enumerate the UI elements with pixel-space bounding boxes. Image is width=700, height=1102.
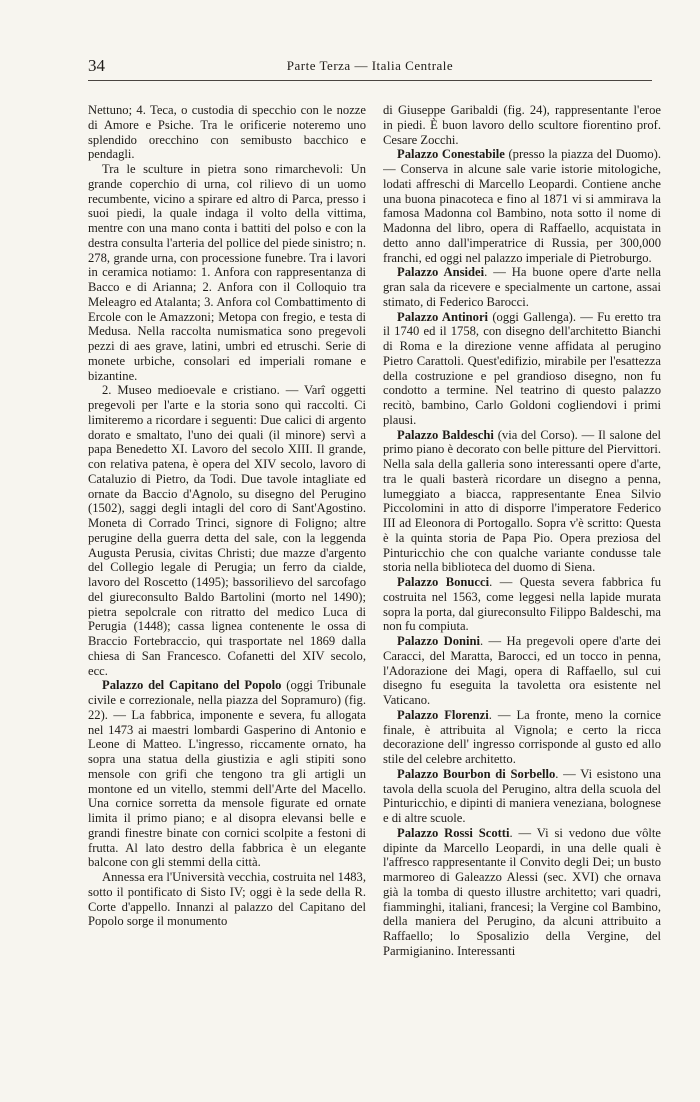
- left-column: [88, 103, 366, 1068]
- section-heading: Palazzo Florenzi: [397, 707, 489, 722]
- section-heading: Palazzo Baldeschi: [397, 427, 494, 442]
- paragraph: Palazzo Ansidei. — Ha buone opere d'arte nella gran sala da ricevere e specialmente un cartone, assai stimato, di Federico Barocci.: [383, 265, 661, 309]
- paragraph: Palazzo Donini. — Ha pregevoli opere d'arte dei Caracci, del Maratta, Barocci, ed un tocco in penna, l'Adorazione dei Magi, opera di Raffaello, sul cui disegno fu eseguita la tavoletta ora esistente nel Vaticano.: [383, 634, 661, 707]
- paragraph: Tra le sculture in pietra sono rimarchevoli: Un grande coperchio di urna, col rilievo di un uomo recumbente, vicino a spirare ed altro di Parca, presso i suoi piedi, la quale indaga il volto della vittima, mentre con una mano conta i battiti del polso e con la destra consulta l'arteria del pollice del piede sinistro; n. 278, grande urna, con processione funebre. Tra i lavori in ceramica notiamo: 1. Anfora con rappresentanza di Bacco e di Arianna; 2. Anfora con il Colloquio tra Meleagro ed Atalanta; 3. Anfora col Combattimento di Ercole con le Amazzoni; Metopa con fregio, e testa di Medusa. Nella raccolta numismatica sono pregevoli pezzi di aes grave, latini, umbri ed etruschi. Serie di monete urbiche, consolari ed imperiali romane e bizantine.: [88, 162, 366, 383]
- paragraph: Palazzo del Capitano del Popolo (oggi Tribunale civile e correzionale, nella piazza del Sopramuro) (fig. 22). — La fabbrica, imponente e severa, fu allogata nel 1473 ai maestri lombardi Gasperino di Antonio e Leone di Matteo. L'ingresso, riccamente ornato, ha sopra una statua della giustizia e agli stipiti sono mensole con grifi che tengono tra gli artigli un montone ed un vitello, stemmi dell'Arte del Macello. Una cornice sorretta da mensole figurate ed ornate limita il primo piano; e al disopra elevansi belle e grandi finestre binate con cornici scolpite a festoni di frutta. Al lato destro della fabbrica è un elegante balcone con gli stemmi della città.: [88, 678, 366, 870]
- paragraph: Palazzo Conestabile (presso la piazza del Duomo). — Conserva in alcune sale varie istorie mitologiche, lodati affreschi di Marcello Leopardi. Contiene anche una buona pinacoteca e fino al 1871 vi si ammirava la famosa Madonna col Bambino, nota sotto il nome di Madonna del libro, opera di Raffaello, acquistata in detto anno dall'imperatrice di Russia, per 300,000 franchi, ed oggi nel palazzo imperiale di Pietroburgo.: [383, 147, 661, 265]
- right-column: [383, 103, 661, 1068]
- paragraph: Palazzo Antinori (oggi Gallenga). — Fu eretto tra il 1740 ed il 1758, con disegno dell'architetto Bianchi di Roma e la direzione venne affidata al perugino Pietro Carattoli. Quest'edifizio, mirabile per l'esattezza della costruzione e pel grandioso disegno, non fu condotto a termine. Nel teatrino di questo palazzo recitò, bambino, Carlo Goldoni cogliendovi i primi plausi.: [383, 309, 661, 427]
- paragraph: 2. Museo medioevale e cristiano. — Varî oggetti pregevoli per l'arte e la storia sono quì raccolti. Ci limiteremo a ricordare i seguenti: Due calici di argento dorato e smaltato, l'uno dei quali (il minore) servì a papa Benedetto XI. Lavoro del secolo XIII. Il grande, con relativa patena, è opera del XIV secolo, lavoro di Cataluzio di Pietro, da Todi. Due tavole intagliate ed ornate da Baccio d'Agnolo, su disegno del Perugino (1502), saggi degli intagli del coro di Sant'Agostino. Moneta di Corrado Trinci, signore di Foligno; altre perugine della guerra detta del sale, con la leggenda Augusta Perusia, civitas Christi; due mazze d'argento del Collegio legale di Perugia; un ferro da cialde, lavoro del Roscetto (1495); bassorilievo del sarcofago del giureconsulto Baldo Bartolini (morto nel 1490); pietra sepolcrale con ritratto del medico Luca di Perugia (1448); cassa lignea contenente le ossa di Braccio Fortebraccio, qui trasportate nel 1869 dalla chiesa di San Francesco. Cofanetti del XIV secolo, ecc.: [88, 383, 366, 678]
- paragraph: Palazzo Bourbon di Sorbello. — Vi esistono una tavola della scuola del Perugino, altra della scuola del Pinturicchio, e dipinti di maniera veneziana, bolognese e di altre scuole.: [383, 766, 661, 825]
- paragraph: Annessa era l'Università vecchia, costruita nel 1483, sotto il pontificato di Sisto IV; oggi è la sede della R. Corte d'appello. Innanzi al palazzo del Capitano del Popolo sorge il monumento: [88, 870, 366, 929]
- section-heading: Palazzo Bourbon di Sorbello: [397, 766, 556, 781]
- section-heading: Palazzo Rossi Scotti: [397, 825, 510, 840]
- section-heading: Palazzo Ansidei: [397, 265, 485, 280]
- paragraph: di Giuseppe Garibaldi (fig. 24), rappresentante l'eroe in piedi. È buon lavoro dello scultore fiorentino prof. Cesare Zocchi.: [383, 103, 661, 147]
- section-heading: Palazzo Antinori: [397, 309, 489, 324]
- section-heading: Palazzo del Capitano del Popolo: [102, 678, 282, 693]
- section-heading: Palazzo Donini: [397, 634, 481, 648]
- section-heading: Palazzo Conestabile: [397, 147, 505, 162]
- page-number: 34: [88, 56, 105, 75]
- paragraph: Palazzo Bonucci. — Questa severa fabbrica fu costruita nel 1563, come leggesi nella lapide murata sopra la porta, dal giureconsulto Filippo Baldeschi, ma non fu compiuta.: [383, 575, 661, 634]
- paragraph: Palazzo Florenzi. — La fronte, meno la cornice finale, è attribuita al Vignola; e certo la ricca decorazione dell' ingresso corrisponde al gusto ed allo stile del celebre architetto.: [383, 707, 661, 766]
- paragraph: Palazzo Rossi Scotti. — Vi si vedono due vôlte dipinte da Marcello Leopardi, in una delle quali è l'affresco rappresentante il Convito degli Dei; un busto marmoreo di Galeazzo Alessi (sec. XVI) che ornava già la tomba di questo illustre architetto; vari quadri, fiamminghi, italiani, francesi; la Vergine col Bambino, della maniera del Perugino, da alcuni attribuito a Raffaello; lo Sposalizio della Vergine, del Parmigianino. Interessanti: [383, 825, 661, 958]
- running-head: Parte Terza — Italia Centrale: [286, 58, 454, 73]
- paragraph: Palazzo Baldeschi (via del Corso). — Il salone del primo piano è decorato con belle pitture del Piervittori. Nella sala della galleria sono interessanti opere d'arte, tra le quali basterà ricordare un disegno a penna, lumeggiato a biacca, rappresentante Enea Silvio Piccolomini in atto di disporre l'imperatore Federico III ad Eleonora di Portogallo. Sopra v'è scritto: Questa è la quinta storia de Papa Pio. Opera preziosa del Pinturicchio che con qualche variante condusse tale storia nella biblioteca del duomo di Siena.: [383, 427, 661, 575]
- paragraph: Nettuno; 4. Teca, o custodia di specchio con le nozze di Amore e Psiche. Tra le orificerie noteremo uno splendido orecchino con semibusto bacchico e pendagli.: [88, 103, 366, 162]
- section-heading: Palazzo Bonucci: [397, 575, 490, 589]
- page-header: [88, 54, 652, 81]
